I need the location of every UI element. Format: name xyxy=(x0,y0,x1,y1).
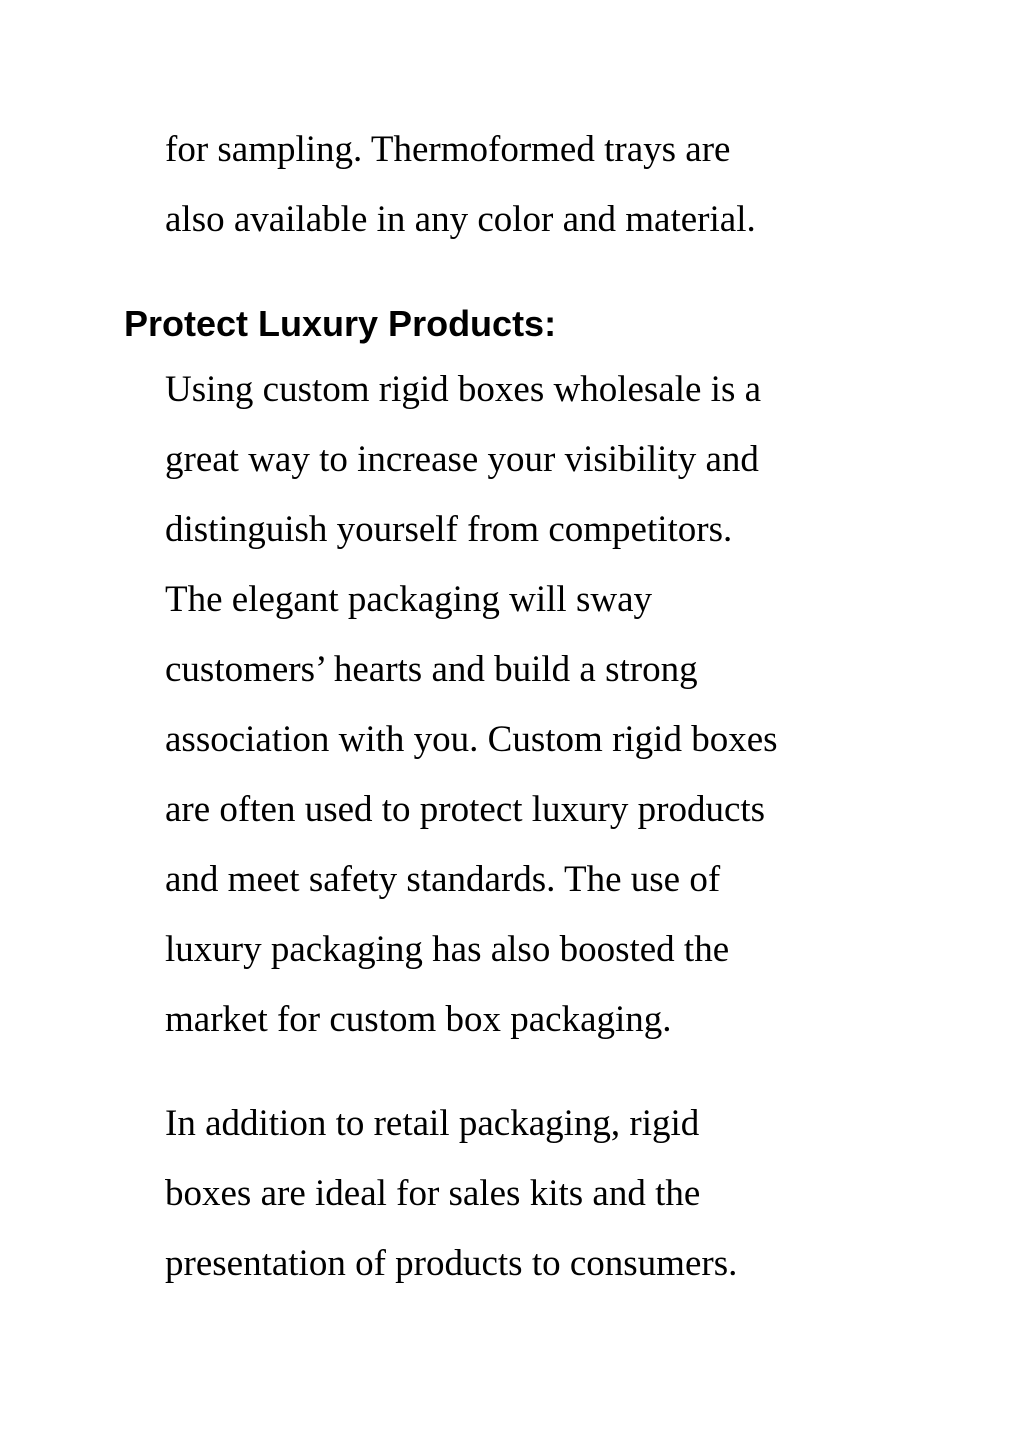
paragraph-line: Using custom rigid boxes wholesale is a xyxy=(165,369,762,410)
intro-line: also available in any color and material. xyxy=(165,199,756,240)
paragraph-line: customers’ hearts and build a strong xyxy=(165,649,698,690)
paragraph-line: market for custom box packaging. xyxy=(165,999,672,1040)
paragraph-line: great way to increase your visibility and xyxy=(165,439,759,480)
paragraph-line: presentation of products to consumers. xyxy=(165,1243,738,1284)
paragraph-line: association with you. Custom rigid boxes xyxy=(165,719,778,760)
paragraph-line: and meet safety standards. The use of xyxy=(165,859,721,900)
paragraph-line: luxury packaging has also boosted the xyxy=(165,929,730,970)
paragraph-line: are often used to protect luxury products xyxy=(165,789,766,830)
intro-line: for sampling. Thermoformed trays are xyxy=(165,129,731,170)
section-heading: Protect Luxury Products: xyxy=(124,303,557,344)
paragraph-line: boxes are ideal for sales kits and the xyxy=(165,1173,701,1214)
paragraph-line: In addition to retail packaging, rigid xyxy=(165,1103,700,1144)
paragraph-line: The elegant packaging will sway xyxy=(165,579,652,620)
paragraph-line: distinguish yourself from competitors. xyxy=(165,509,733,550)
